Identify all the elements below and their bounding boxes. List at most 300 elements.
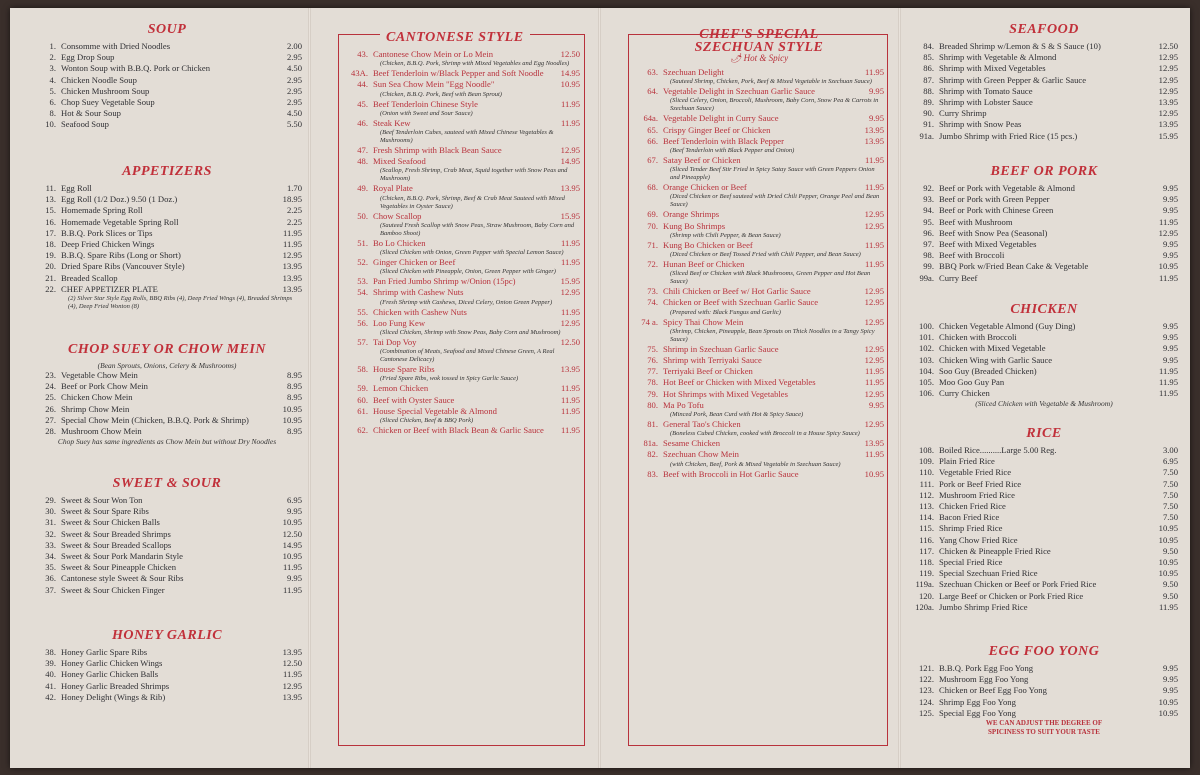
item-number: 40. [45,669,56,680]
item-price: 12.95 [864,388,884,399]
item-description: (Scallop, Fresh Shrimp, Crab Meat, Squid together with Snow Peas and Mushroom) [380,167,568,183]
menu-item [32,506,302,517]
item-number: 91a. [919,130,934,141]
item-description: (Sliced Chicken, Shrimp with Snow Peas, Baby Corn and Mushroom) [380,329,561,337]
item-price: 8.95 [286,381,302,392]
section-title: CHEF'S SPECIAL [699,27,819,42]
item-name: Cantonese Chow Mein or Lo Mein [373,49,494,59]
item-name: Beef or Pork with Chinese Green [939,205,1054,216]
item-name: Shrimp with Lobster Sauce [939,97,1033,108]
chop-suey-section [32,342,302,446]
item-name: Special Szechuan Fried Rice [939,568,1038,579]
item-price: 9.95 [1162,183,1178,193]
item-name: Beef or Pork with Vegetable & Almond [939,183,1075,193]
item-name: Honey Garlic Chicken Wings [61,658,163,669]
item-description: (Chicken, B.B.Q. Pork, Shrimp with Mixed Vegetables and Egg Noodles) [380,60,570,68]
item-price: 1.70 [286,183,302,193]
item-description: (Chicken, B.B.Q. Pork, Shrimp, Beef & Crab Meat Sauteed with Mixed Vegetables in Oyster Sauce) [380,194,565,210]
item-price: 9.95 [1162,205,1178,216]
item-name: Orange Chicken or Beef [663,182,747,193]
item-number: 118. [919,557,934,568]
item-number: 82. [647,449,658,460]
item-name: Beef or Pork with Green Pepper [939,194,1050,205]
menu-item [32,250,302,261]
menu-item [344,307,580,318]
item-number: 61. [357,405,368,416]
item-price: 12.95 [864,419,884,430]
item-price: 6.95 [286,495,302,505]
cantonese-section [344,28,580,436]
item-number: 114. [919,512,934,523]
menu-item [910,467,1178,478]
item-price: 11.95 [864,182,884,193]
item-name: Vegetable Chow Mein [61,370,138,380]
item-price: 11.95 [864,366,884,377]
menu-item [910,674,1178,685]
menu-item [634,67,884,78]
item-price: 9.95 [1162,685,1178,696]
item-number: 8. [49,108,56,119]
item-number: 123. [918,685,934,696]
item-name: Chicken Fried Rice [939,501,1006,512]
item-number: 48. [357,156,368,167]
item-number: 37. [45,584,56,595]
item-name: Special Chow Mein (Chicken, B.B.Q. Pork & Shrimp) [61,414,249,425]
item-number: 71. [647,239,658,250]
menu-item [32,669,302,680]
sweet-sour-section [32,476,302,596]
item-name: Mushroom Fried Rice [939,489,1015,500]
item-number: 100. [918,321,934,331]
sweet-sour-list [32,495,302,596]
menu-item [634,182,884,193]
menu-item [32,692,302,703]
item-name: House Spare Ribs [373,364,435,375]
menu-sheet [10,8,1190,768]
item-price: 8.95 [286,426,302,437]
menu-item [910,250,1178,261]
item-number: 78. [647,377,658,388]
item-number: 29. [45,495,56,505]
item-price: 9.95 [286,573,302,584]
item-name: BBQ Pork w/Fried Bean Cake & Vegetable [939,261,1089,272]
item-number: 4. [49,74,56,85]
item-number: 88. [923,85,934,96]
item-price: 2.25 [286,216,302,227]
item-price: 12.50 [282,658,302,669]
menu-item [32,119,302,130]
item-description: (Sliced Chicken with Pineapple, Onion, Green Pepper with Ginger) [380,268,556,276]
menu-item [634,155,884,166]
item-name: Chop Suey Vegetable Soup [61,97,155,108]
item-number: 42. [45,691,56,702]
menu-item [32,370,302,381]
item-number: 122. [918,674,934,685]
item-price: 12.95 [1158,108,1178,119]
item-name: Chili Chicken or Beef w/ Hot Garlic Sauce [663,286,811,297]
menu-item [344,68,580,79]
menu-item [344,156,580,167]
menu-item [634,317,884,328]
item-price: 10.95 [282,414,302,425]
szechuan-section [634,28,884,480]
item-number: 45. [357,98,368,109]
item-price: 11.95 [282,584,302,595]
item-price: 11.95 [560,237,580,248]
item-name: Beef with Snow Pea (Seasonal) [939,227,1048,238]
item-price: 10.95 [864,468,884,479]
item-price: 10.95 [282,517,302,528]
item-name: Chicken & Pineapple Fried Rice [939,545,1051,556]
item-number: 119a. [915,579,934,590]
menu-item [32,585,302,596]
menu-item [910,41,1178,52]
item-name: Vegetable Delight in Szechuan Garlic Sauce [663,86,816,97]
item-name: Curry Beef [939,272,978,283]
item-price: 13.95 [1158,97,1178,108]
item-description: (Fresh Shrimp with Cashews, Diced Celery, Onion Green Pepper) [380,298,553,306]
item-name: Shrimp with Green Pepper & Garlic Sauce [939,74,1087,85]
section-footnote: Chop Suey has same ingredients as Chow Mein but without Dry Noodles [57,437,277,447]
item-price: 12.95 [864,297,884,308]
item-name: Ma Po Tofu [663,399,704,410]
item-price: 11.95 [1158,377,1178,388]
item-name: Satay Beef or Chicken [663,155,741,166]
menu-item [32,239,302,250]
item-name: Szechuan Delight [663,67,724,77]
item-price: 9.50 [1162,545,1178,556]
item-name: Shrimp with Terriyaki Sauce [663,355,762,366]
item-name: Jumbo Shrimp Fried Rice [939,601,1028,612]
menu-item [910,108,1178,119]
item-price: 9.95 [868,86,884,97]
item-price: 13.95 [560,183,580,194]
item-price: 7.50 [1162,489,1178,500]
menu-item [634,419,884,430]
item-name: Honey Garlic Spare Ribs [61,647,148,657]
item-description: (Sauteed Fresh Scallop with Snow Peas, Straw Mushroom, Baby Corn and Bamboo Shoot) [380,221,575,237]
item-price: 13.95 [282,691,302,702]
item-name: Honey Garlic Chicken Balls [61,669,159,680]
cantonese-list [344,49,580,436]
menu-item [32,217,302,228]
item-name: Spicy Thai Chow Mein [663,316,744,327]
item-name: Ginger Chicken or Beef [373,257,456,268]
item-name: Orange Shrimps [663,209,720,220]
item-name: Sweet & Sour Pork Mandarin Style [61,551,183,562]
item-description: (Shrimp with Chili Pepper, & Bean Sauce) [670,231,781,239]
item-number: 72. [647,259,658,270]
menu-item [32,658,302,669]
menu-item [910,343,1178,354]
item-name: Curry Shrimp [939,108,987,119]
item-price: 9.95 [1162,674,1178,685]
egg-foo-yong-list [910,663,1178,719]
menu-item [634,221,884,232]
item-price: 12.95 [864,316,884,327]
item-name: B.B.Q. Pork Egg Foo Yong [939,663,1034,673]
item-price: 10.95 [282,551,302,562]
appetizers-section [32,164,302,311]
section-title: HONEY GARLIC [111,628,223,643]
section-title: BEEF OR PORK [990,164,1098,179]
menu-item [32,392,302,403]
item-price: 7.50 [1162,478,1178,489]
menu-item [634,469,884,480]
item-number: 75. [647,343,658,354]
item-number: 87. [923,74,934,85]
section-note: (Sliced Chicken with Vegetable & Mushroom) [975,399,1113,409]
item-number: 124. [918,696,934,707]
item-price: 11.95 [1158,272,1178,283]
item-price: 12.50 [1158,41,1178,51]
item-number: 90. [923,108,934,119]
item-name: Beef with Broccoli [939,250,1005,261]
item-price: 12.95 [864,209,884,220]
section-title: RICE [1026,426,1062,441]
item-price: 2.25 [286,205,302,216]
item-number: 46. [357,117,368,128]
menu-item [32,86,302,97]
item-number: 89. [923,97,934,108]
item-name: Sun Sea Chow Mein "Egg Noodle" [373,79,495,90]
item-name: Breaded Shrimp w/Lemon & S & S Sauce (10) [939,41,1101,51]
menu-item [32,284,302,295]
item-number: 115. [919,523,934,534]
menu-item [344,425,580,436]
item-number: 113. [919,501,934,512]
item-description: (Minced Pork, Bean Curd with Hot & Spicy Sauce) [670,411,804,419]
item-number: 86. [923,63,934,74]
item-price: 12.95 [1158,63,1178,74]
menu-item [344,287,580,298]
item-name: Egg Roll (1/2 Doz.) 9.50 (1 Doz.) [61,194,178,205]
item-number: 36. [45,573,56,584]
item-description: (Beef Tenderloin with Black Pepper and Onion) [670,147,795,155]
item-number: 104. [918,365,934,376]
item-number: 55. [357,306,368,317]
item-name: Chicken with Mixed Vegetable [939,343,1046,354]
item-price: 4.50 [286,108,302,119]
menu-item [634,438,884,449]
item-name: Moo Goo Guy Pan [939,377,1005,388]
menu-item [344,318,580,329]
rice-list [910,445,1178,613]
item-price: 11.95 [864,239,884,250]
item-price: 11.95 [1158,388,1178,399]
item-description: (Onion with Sweet and Sour Sauce) [380,109,473,117]
menu-item [344,383,580,394]
item-price: 11.95 [864,155,884,166]
item-name: Shrimp with Tomato Sauce [939,85,1033,96]
soup-list [32,41,302,131]
item-number: 17. [45,227,56,238]
menu-item [344,145,580,156]
item-price: 12.95 [282,680,302,691]
item-number: 33. [45,539,56,550]
item-number: 66. [647,135,658,146]
item-price: 11.95 [282,562,302,573]
item-price: 11.95 [864,67,884,77]
spicy-note: WE CAN ADJUST THE DEGREE OF [985,719,1103,728]
item-name: House Special Vegetable & Almond [373,405,497,416]
item-price: 11.95 [1158,216,1178,227]
item-price: 9.95 [1162,343,1178,354]
menu-item [32,551,302,562]
item-price: 9.95 [1162,250,1178,261]
item-name: CHEF APPETIZER PLATE [61,283,158,294]
menu-item [910,131,1178,142]
item-number: 32. [45,528,56,539]
menu-item [344,99,580,110]
item-number: 3. [49,63,56,74]
menu-item [32,681,302,692]
item-number: 20. [45,261,56,272]
item-name: Mixed Seafood [373,156,426,167]
item-name: Tai Dop Voy [373,337,417,348]
item-number: 81a. [643,438,658,449]
item-description: (Fried Spare Ribs, wok tossed in Spicy Garlic Sauce) [380,375,519,383]
panel-2 [310,8,600,768]
menu-item [634,449,884,460]
item-number: 67. [647,155,658,166]
item-name: Breaded Scallop [61,272,118,283]
item-price: 12.50 [560,337,580,348]
beef-pork-section [910,164,1178,284]
item-description: (Combination of Meats, Seafood and Mixed Chinese Green, A Real Cantonese Delicacy) [380,348,555,364]
item-number: 53. [357,276,368,287]
item-name: Seafood Soup [61,119,109,130]
item-price: 13.95 [282,272,302,283]
menu-item [32,194,302,205]
item-number: 119. [919,568,934,579]
item-price: 10.95 [1158,696,1178,707]
menu-item [910,445,1178,456]
menu-item [910,523,1178,534]
menu-item [634,86,884,97]
item-name: Hunan Beef or Chicken [663,259,745,270]
item-number: 106. [918,388,934,399]
item-number: 110. [919,467,934,478]
egg-foo-yong-section [910,644,1178,737]
menu-item [32,205,302,216]
item-name: Shrimp in Szechuan Garlic Sauce [663,343,779,354]
menu-item [32,517,302,528]
item-number: 111. [919,478,934,489]
menu-item [634,240,884,251]
menu-item [910,261,1178,272]
item-name: Vegetable Delight in Curry Sauce [663,113,779,124]
item-name: Pork or Beef Fried Rice [939,478,1022,489]
menu-item [910,183,1178,194]
item-price: 9.95 [1162,194,1178,205]
menu-item [910,366,1178,377]
item-number: 16. [45,216,56,227]
rice-section [910,426,1178,613]
item-price: 11.95 [864,377,884,388]
item-number: 95. [923,216,934,227]
item-number: 38. [45,647,56,657]
menu-item [344,337,580,348]
item-number: 70. [647,220,658,231]
menu-item [344,211,580,222]
menu-item [32,495,302,506]
item-price: 11.95 [864,259,884,270]
menu-item [910,456,1178,467]
item-number: 99a. [919,272,934,283]
item-name: Sweet & Sour Won Ton [61,495,143,505]
item-name: B.B.Q. Spare Ribs (Long or Short) [61,250,181,261]
item-name: Sweet & Sour Chicken Finger [61,584,165,595]
item-price: 10.95 [282,403,302,414]
item-name: Beef Tenderloin with Black Pepper [663,135,784,146]
item-price: 11.95 [560,394,580,405]
menu-item [634,355,884,366]
section-title: CHOP SUEY OR CHOW MEIN [68,342,266,357]
item-price: 12.50 [282,528,302,539]
item-name: Crispy Ginger Beef or Chicken [663,124,771,135]
item-price: 13.95 [864,135,884,146]
item-price: 12.95 [282,250,302,261]
item-price: 15.95 [560,276,580,287]
item-price: 12.95 [560,317,580,328]
item-name: Chicken Vegetable Almond (Guy Ding) [939,321,1076,331]
item-price: 12.95 [560,287,580,298]
item-number: 50. [357,210,368,221]
item-number: 94. [923,205,934,216]
item-name: Lemon Chicken [373,383,429,394]
item-number: 43. [357,49,368,59]
menu-item [344,79,580,90]
item-name: Chicken Mushroom Soup [61,85,150,96]
menu-item [910,205,1178,216]
item-number: 112. [919,489,934,500]
item-number: 64a. [643,113,658,124]
item-name: Egg Drop Soup [61,52,115,63]
item-price: 11.95 [560,257,580,268]
item-number: 31. [45,517,56,528]
item-price: 9.95 [286,506,302,517]
item-number: 44. [357,79,368,90]
item-name: Sweet & Sour Breaded Shrimps [61,528,171,539]
item-name: Beef Tenderloin Chinese Style [373,98,478,109]
item-name: Hot Beef or Chicken with Mixed Vegetables [663,377,816,388]
beef-pork-list [910,183,1178,284]
item-name: Honey Delight (Wings & Rib) [61,691,166,702]
menu-item [634,400,884,411]
section-title: SOUP [147,22,187,37]
item-name: Shrimp with Snow Peas [939,119,1022,130]
item-number: 60. [357,394,368,405]
menu-item [634,113,884,124]
item-number: 80. [647,399,658,410]
menu-item [910,75,1178,86]
item-number: 96. [923,227,934,238]
menu-item [32,562,302,573]
menu-item [634,125,884,136]
menu-item [910,557,1178,568]
item-price: 9.95 [868,399,884,410]
item-description: (with Chicken, Beef, Pork & Mixed Vegetable in Szechuan Sauce) [670,460,841,468]
item-price: 8.95 [286,370,302,380]
item-price: 8.95 [286,392,302,403]
menu-item [634,136,884,147]
item-number: 28. [45,426,56,437]
menu-item [910,546,1178,557]
item-price: 9.95 [1162,239,1178,250]
seafood-section [910,22,1178,142]
menu-item [32,41,302,52]
